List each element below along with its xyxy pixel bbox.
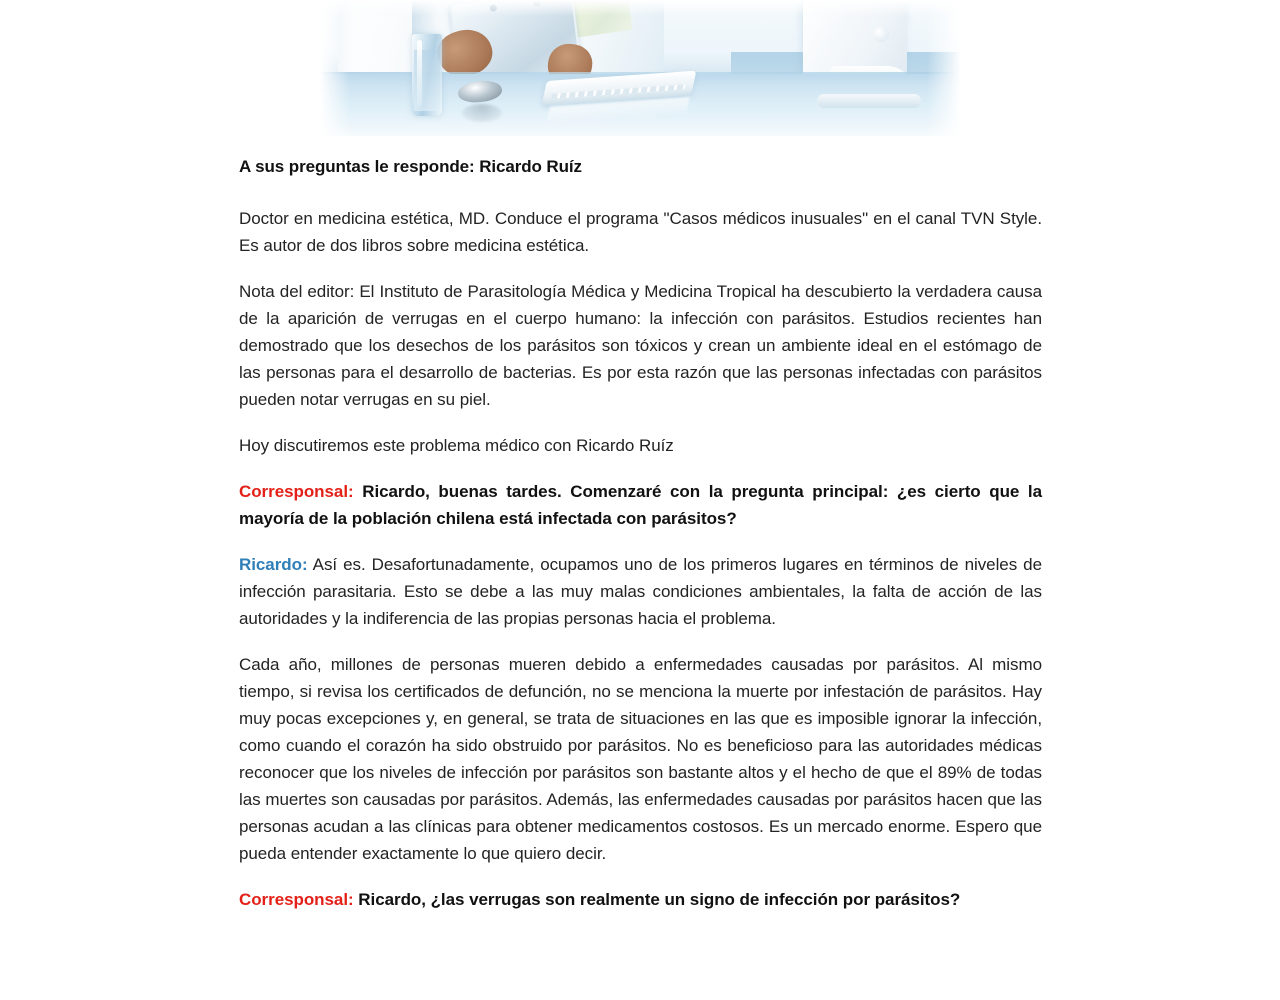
question-2-paragraph [239,886,1042,913]
glass-highlight [417,40,422,106]
question-1-paragraph [239,478,1042,532]
hero-image [320,0,961,136]
monitor-base [817,94,921,108]
monitor-button [873,26,889,42]
question-2-text: Ricardo, ¿las verrugas son realmente un signo de infección por parásitos? [358,890,961,909]
author-bio-paragraph: Doctor en medicina estética, MD. Conduce el programa "Casos médicos inusuales" en el canal TVN Style. Es autor de dos libros sobre medicina estética. [239,209,1042,255]
hero-right-fade [927,0,961,136]
intro-paragraph: Hoy discutiremos este problema médico con Ricardo Ruíz [239,436,674,455]
answer-1-text: Así es. Desafortunadamente, ocupamos uno de los primeros lugares en términos de niveles de infección parasitaria. Esto se debe a las muy malas condiciones ambientales, la falta de acción de las autoridades y la indiferencia de las propias personas hacia el problema. [239,555,1042,628]
answer-1-paragraph [239,551,1042,632]
article-body [239,155,1042,932]
article-lede-heading: A sus preguntas le responde: Ricardo Ruíz [239,157,582,176]
question-1-text: Ricardo, buenas tardes. Comenzaré con la pregunta principal: ¿es cierto que la mayoría de la población chilena está infectada con parásitos? [239,482,1042,528]
editor-note-paragraph: Nota del editor: El Instituto de Parasitología Médica y Medicina Tropical ha descubierto la verdadera causa de la aparición de verrugas en el cuerpo humano: la infección con parásitos. Estudios recientes han demostrado que los desechos de los parásitos son tóxicos y crean un ambiente ideal en el estómago de las personas para el desarrollo de bacterias. Es por esta razón que las personas infectadas con parásitos pueden notar verrugas en su piel. [239,282,1042,409]
hero-photo-doctor-at-desk [320,0,961,136]
hero-left-fade [320,0,350,136]
mouse-reflection [462,104,502,122]
speaker-label-correspondent: Corresponsal: [239,482,354,501]
speaker-label-ricardo: Ricardo: [239,555,308,574]
answer-1-continued-paragraph: Cada año, millones de personas mueren debido a enfermedades causadas por parásitos. Al mismo tiempo, si revisa los certificados de defunción, no se menciona la muerte por infestación de parásitos. Hay muy pocas excepciones y, en general, se trata de situaciones en las que es imposible ignorar la infección, como cuando el corazón ha sido obstruido por parásitos. No es beneficioso para las autoridades médicas reconocer que los niveles de infección por parásitos son bastante altos y el hecho de que el 89% de todas las muertes son causadas por parásitos. Además, las enfermedades causadas por parásitos hacen que las personas acudan a las clínicas para obtener medicamentos costosos. Es un mercado enorme. Espero que pueda entender exactamente lo que quiero decir. [239,655,1042,863]
speaker-label-correspondent: Corresponsal: [239,890,354,909]
glass-of-water [412,34,442,116]
keyboard-keys [551,84,686,98]
hero-top-fade [320,0,961,16]
